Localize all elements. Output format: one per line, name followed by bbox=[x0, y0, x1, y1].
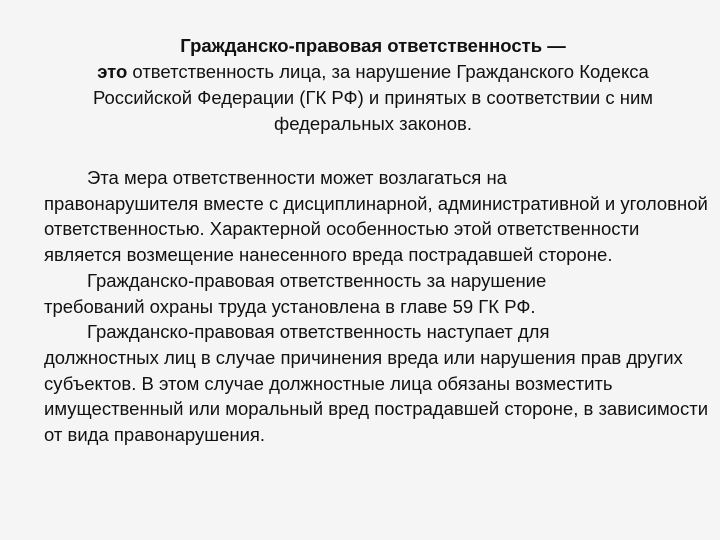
definition-text-rest: Российской Федерации (ГК РФ) и принятых в соответствии с ним федеральных законов. bbox=[92, 87, 654, 134]
definition-term: Гражданско-правовая ответственность — bbox=[180, 35, 566, 56]
paragraph-rest: должностных лиц в случае причинения вреда или нарушения прав других субъектов. В этом случае должностные лица обязаны возместить имущественный или моральный вред пострадавшей стороне, в зависимости от вида правонарушения. bbox=[44, 346, 709, 446]
definition-lead-word: это bbox=[97, 61, 128, 82]
paragraph-officials-liability bbox=[44, 319, 712, 448]
definition-block bbox=[36, 33, 710, 137]
paragraph-line1: Гражданско-правовая ответственность за нарушение bbox=[87, 269, 547, 291]
body-text bbox=[44, 165, 712, 448]
paragraph-line1: Гражданско-правовая ответственность наступает для bbox=[87, 321, 550, 343]
definition-text-line1: ответственность лица, за нарушение Гражданского Кодекса bbox=[127, 61, 649, 82]
paragraph-labor-protection bbox=[44, 268, 712, 319]
paragraph-rest: требований охраны труда установлена в главе 59 ГК РФ. bbox=[44, 295, 536, 317]
paragraph-line1: Эта мера ответственности может возлагаться на bbox=[87, 167, 507, 188]
definition-first-line bbox=[36, 59, 710, 85]
paragraph-rest: правонарушителя вместе с дисциплинарной, административной и уголовной ответственностью. Характерной особенностью этой ответственности является возмещение нанесенного вреда пострадавшей стороне. bbox=[44, 192, 708, 266]
paragraph-liability-measure bbox=[44, 165, 712, 268]
